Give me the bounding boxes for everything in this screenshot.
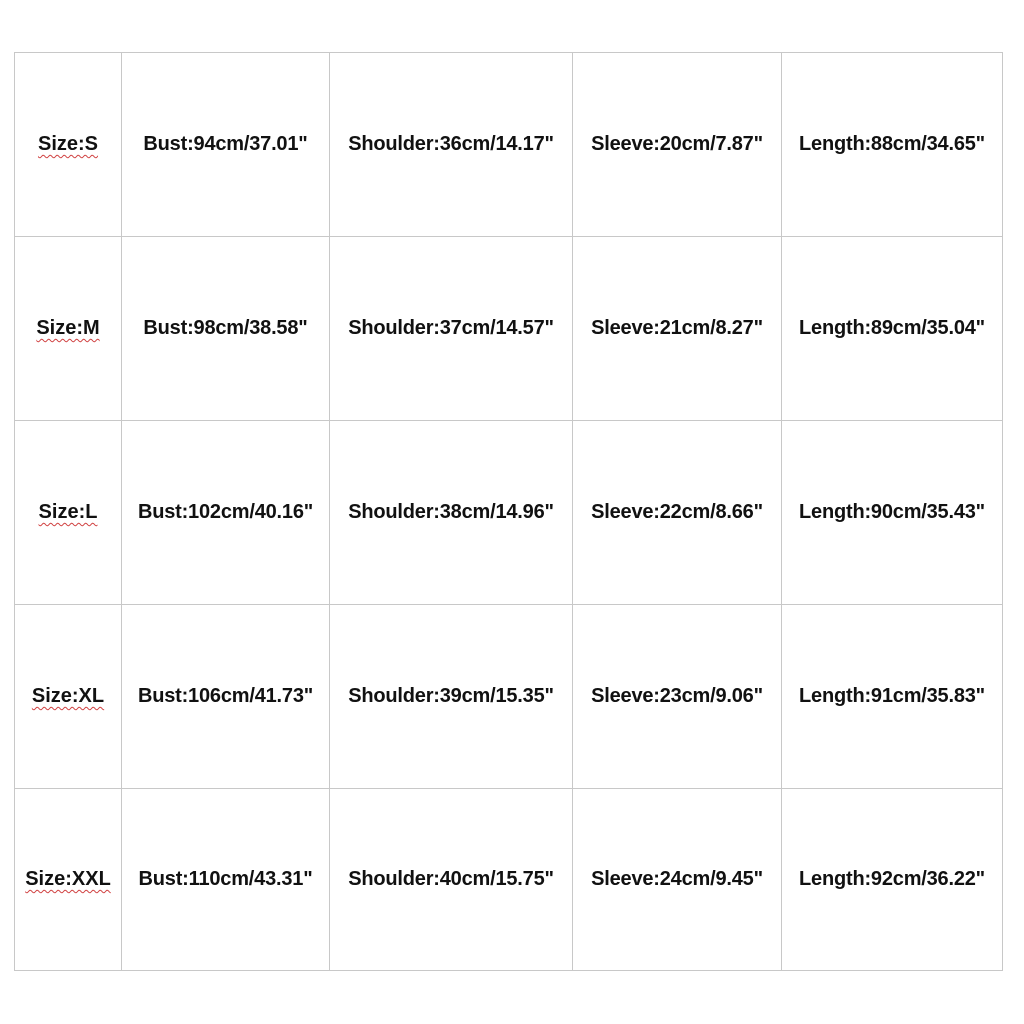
size-label: Size:S — [37, 133, 99, 155]
length-cell — [782, 237, 1003, 421]
bust-value: Bust:94cm/37.01" — [143, 133, 308, 155]
length-value: Length:90cm/35.43" — [799, 501, 985, 523]
shoulder-value: Shoulder:40cm/15.75" — [348, 868, 554, 890]
bust-cell — [122, 237, 330, 421]
size-label: Size:L — [38, 501, 98, 523]
size-label: Size:XXL — [25, 868, 111, 890]
size-cell — [15, 789, 122, 971]
table-row — [15, 237, 1003, 421]
size-label: Size:XL — [31, 685, 105, 707]
shoulder-cell — [330, 421, 573, 605]
length-value: Length:91cm/35.83" — [799, 685, 985, 707]
table-row — [15, 53, 1003, 237]
table-row — [15, 789, 1003, 971]
size-cell — [15, 237, 122, 421]
bust-value: Bust:110cm/43.31" — [138, 868, 313, 890]
size-cell — [15, 53, 122, 237]
shoulder-cell — [330, 789, 573, 971]
sleeve-value: Sleeve:22cm/8.66" — [591, 501, 763, 523]
size-cell — [15, 605, 122, 789]
shoulder-value: Shoulder:37cm/14.57" — [348, 317, 554, 339]
length-cell — [782, 605, 1003, 789]
length-cell — [782, 421, 1003, 605]
sleeve-value: Sleeve:23cm/9.06" — [591, 685, 763, 707]
sleeve-cell — [573, 789, 782, 971]
length-cell — [782, 789, 1003, 971]
length-value: Length:92cm/36.22" — [799, 868, 985, 890]
size-label: Size:M — [36, 317, 100, 339]
bust-cell — [122, 789, 330, 971]
size-chart-table — [14, 52, 1003, 971]
sleeve-cell — [573, 53, 782, 237]
sleeve-value: Sleeve:21cm/8.27" — [591, 317, 763, 339]
table-row — [15, 605, 1003, 789]
sleeve-value: Sleeve:24cm/9.45" — [591, 868, 763, 890]
length-value: Length:88cm/34.65" — [799, 133, 985, 155]
sleeve-value: Sleeve:20cm/7.87" — [591, 133, 763, 155]
shoulder-cell — [330, 237, 573, 421]
bust-cell — [122, 421, 330, 605]
table-row — [15, 421, 1003, 605]
shoulder-value: Shoulder:38cm/14.96" — [348, 501, 554, 523]
bust-value: Bust:102cm/40.16" — [137, 501, 314, 523]
length-value: Length:89cm/35.04" — [799, 317, 985, 339]
bust-cell — [122, 605, 330, 789]
shoulder-cell — [330, 605, 573, 789]
bust-value: Bust:98cm/38.58" — [143, 317, 308, 339]
sleeve-cell — [573, 237, 782, 421]
size-cell — [15, 421, 122, 605]
bust-cell — [122, 53, 330, 237]
sleeve-cell — [573, 421, 782, 605]
bust-value: Bust:106cm/41.73" — [137, 685, 314, 707]
shoulder-value: Shoulder:39cm/15.35" — [348, 685, 554, 707]
shoulder-value: Shoulder:36cm/14.17" — [348, 133, 554, 155]
shoulder-cell — [330, 53, 573, 237]
sleeve-cell — [573, 605, 782, 789]
length-cell — [782, 53, 1003, 237]
